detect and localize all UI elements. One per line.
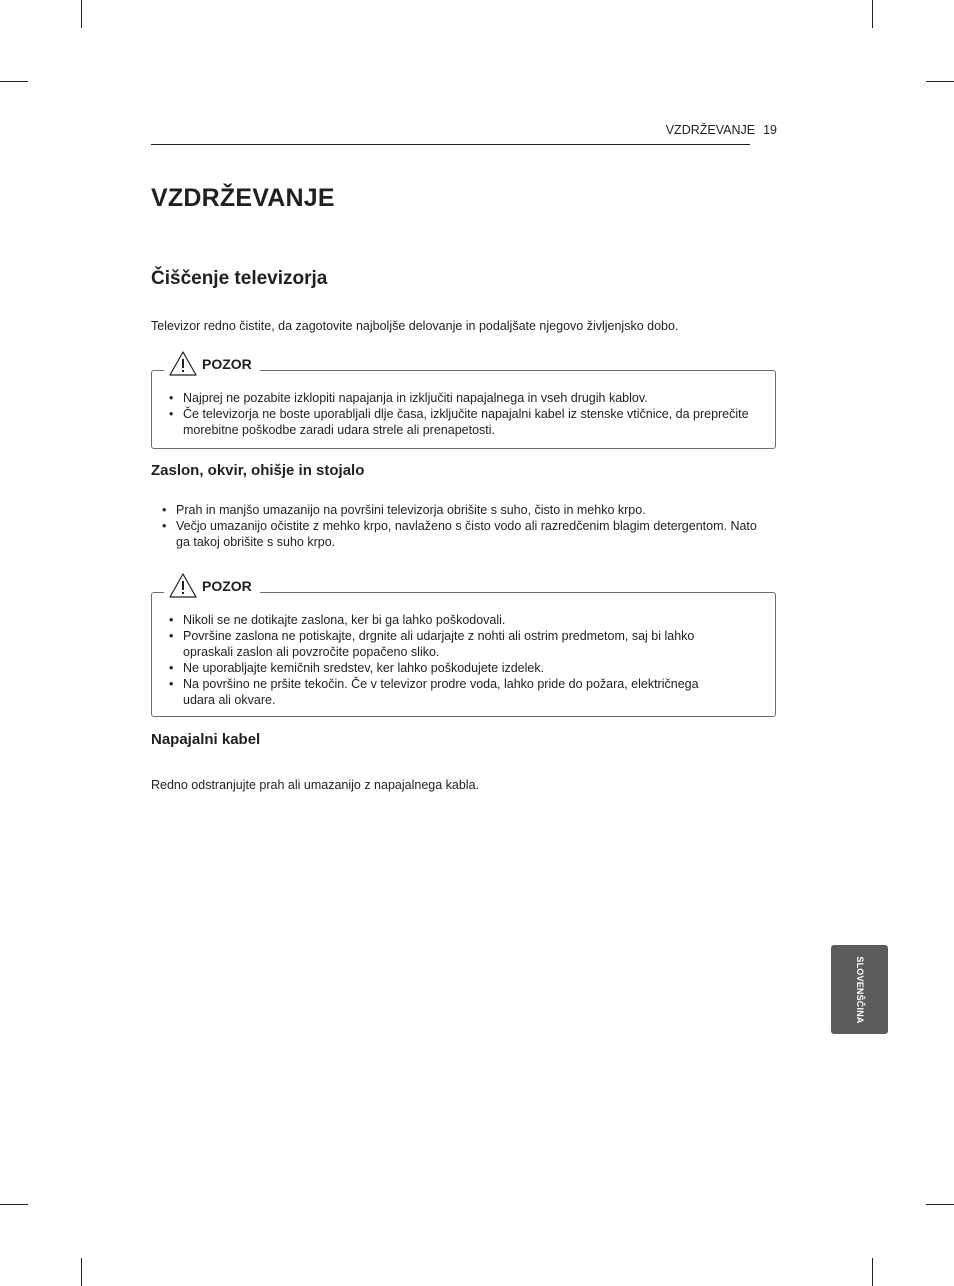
caution-box — [151, 356, 776, 449]
section-heading-power-cord: Napajalni kabel — [151, 731, 261, 748]
list-item: • Prah in manjšo umazanijo na površini televizorja obrišite s suho, čisto in mehko krpo. — [161, 502, 771, 518]
caution-list — [168, 612, 728, 708]
page-number: 19 — [763, 123, 777, 137]
running-header-section: VZDRŽEVANJE — [665, 123, 756, 137]
caution-header — [164, 347, 260, 377]
screen-list — [161, 502, 771, 550]
caution-box — [151, 578, 776, 717]
crop-mark — [81, 1258, 82, 1286]
language-tab — [831, 945, 888, 1034]
power-cord-text: Redno odstranjujte prah ali umazanijo z napajalnega kabla. — [151, 778, 479, 792]
section-heading-screen: Zaslon, okvir, ohišje in stojalo — [151, 462, 365, 479]
list-item: • Najprej ne pozabite izklopiti napajanja in izključiti napajalnega in vseh drugih kablov. — [168, 390, 758, 406]
list-item: • Površine zaslona ne potiskajte, drgnite ali udarjajte z nohti ali ostrim predmetom, saj bi lahko opraskali zaslon ali povzročite popačeno sliko. — [168, 628, 728, 660]
crop-mark — [81, 0, 82, 28]
list-item: • Ne uporabljajte kemičnih sredstev, ker lahko poškodujete izdelek. — [168, 660, 728, 676]
section-heading-cleaning: Čiščenje televizorja — [151, 268, 328, 289]
caution-list — [168, 390, 758, 438]
crop-mark — [926, 81, 954, 82]
header-rule — [151, 144, 750, 145]
warning-icon — [168, 572, 198, 599]
caution-header — [164, 569, 260, 599]
language-tab-label: SLOVENŠČINA — [854, 955, 865, 1024]
list-item: • Večjo umazanijo očistite z mehko krpo, navlaženo s čisto vodo ali razredčenim blagim detergentom. Nato ga takoj obrišite s suho krpo. — [161, 518, 771, 550]
list-item: • Če televizorja ne boste uporabljali dlje časa, izključite napajalni kabel iz stenske vtičnice, da preprečite morebitne poškodbe zaradi udara strele ali prenapetosti. — [168, 406, 758, 438]
list-item: • Na površino ne pršite tekočin. Če v televizor prodre voda, lahko pride do požara, električnega udara ali okvare. — [168, 676, 728, 708]
crop-mark — [872, 1258, 873, 1286]
warning-icon — [168, 350, 198, 377]
list-item: • Nikoli se ne dotikajte zaslona, ker bi ga lahko poškodovali. — [168, 612, 728, 628]
cleaning-intro: Televizor redno čistite, da zagotovite najboljše delovanje in podaljšate njegovo življenjsko dobo. — [151, 319, 679, 333]
crop-mark — [872, 0, 873, 28]
caution-label: POZOR — [202, 356, 252, 372]
caution-label: POZOR — [202, 578, 252, 594]
page-title: VZDRŽEVANJE — [151, 184, 335, 212]
crop-mark — [926, 1204, 954, 1205]
crop-mark — [0, 81, 28, 82]
running-header — [600, 123, 777, 137]
crop-mark — [0, 1204, 28, 1205]
